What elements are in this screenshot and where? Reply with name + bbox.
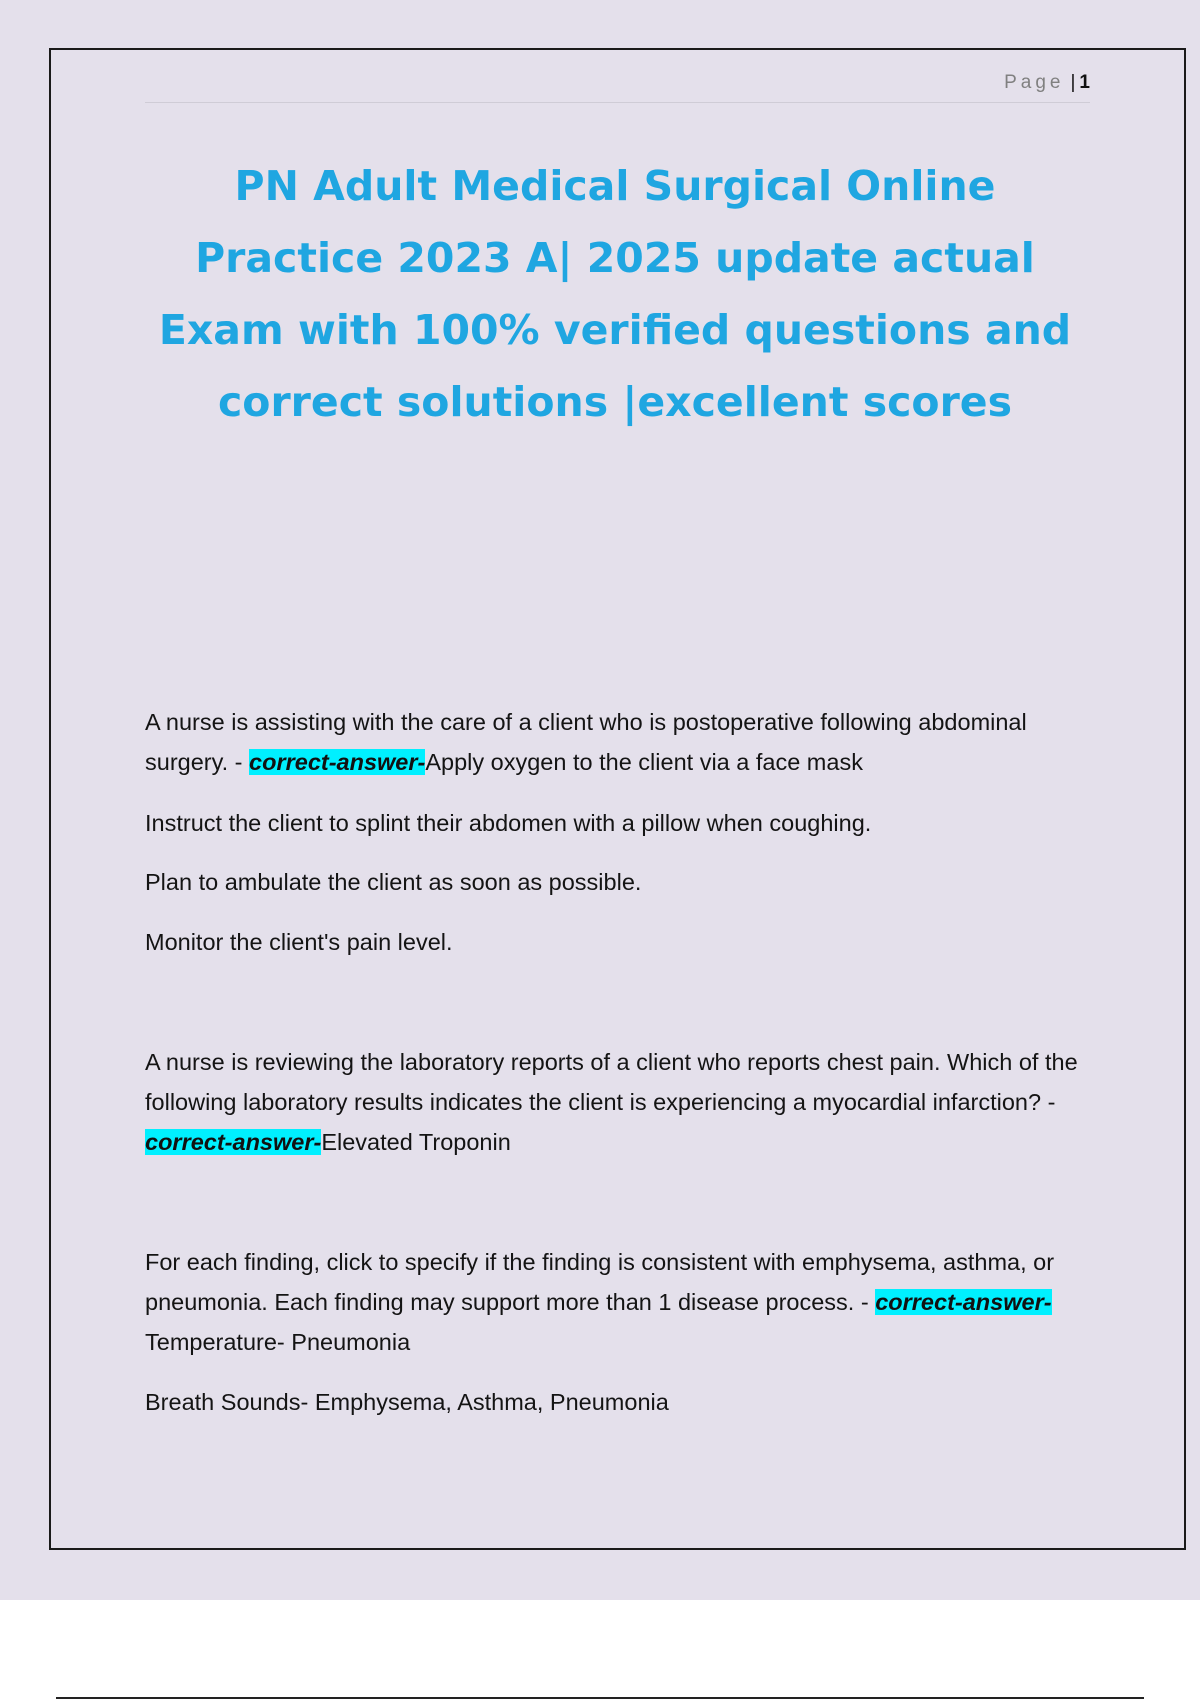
question-3-extra-line-1: Breath Sounds- Emphysema, Asthma, Pneumonia [145, 1389, 669, 1415]
page-label: Page [1004, 72, 1065, 93]
question-1-answer-tag: correct-answer- [249, 749, 426, 775]
page-separator: | [1070, 72, 1076, 93]
page-header [145, 72, 1090, 103]
question-2-prompt: A nurse is reviewing the laboratory reports of a client who reports chest pain. Which of the following laboratory results indicates the client is experiencing a myocardial infarction? - [145, 1049, 1078, 1115]
question-3 [145, 1242, 1095, 1362]
page-number: 1 [1079, 72, 1090, 93]
question-2 [145, 1042, 1095, 1162]
next-page-rule [56, 1697, 1144, 1699]
question-2-answer-tag: correct-answer- [145, 1129, 322, 1155]
question-1-extra-line-3: Monitor the client's pain level. [145, 929, 453, 955]
question-3-answer-tag: correct-answer- [875, 1289, 1052, 1315]
question-1 [145, 702, 1095, 782]
question-1-prompt: A nurse is assisting with the care of a client who is postoperative following abdominal surgery. - [145, 709, 1027, 775]
question-2-answer: Elevated Troponin [321, 1129, 511, 1155]
question-3-prompt: For each finding, click to specify if the finding is consistent with emphysema, asthma, or pneumonia. Each finding may support more than 1 disease process. - [145, 1249, 1055, 1315]
document-title: PN Adult Medical Surgical Online Practice 2023 A| 2025 update actual Exam with 100% verified questions and correct solutions |excellent scores [158, 162, 1072, 426]
question-1-extra-line-2: Plan to ambulate the client as soon as possible. [145, 869, 642, 895]
question-1-extra-line-1: Instruct the client to splint their abdomen with a pillow when coughing. [145, 810, 872, 836]
question-3-answer: Temperature- Pneumonia [145, 1329, 411, 1355]
question-1-answer: Apply oxygen to the client via a face mask [425, 749, 863, 775]
